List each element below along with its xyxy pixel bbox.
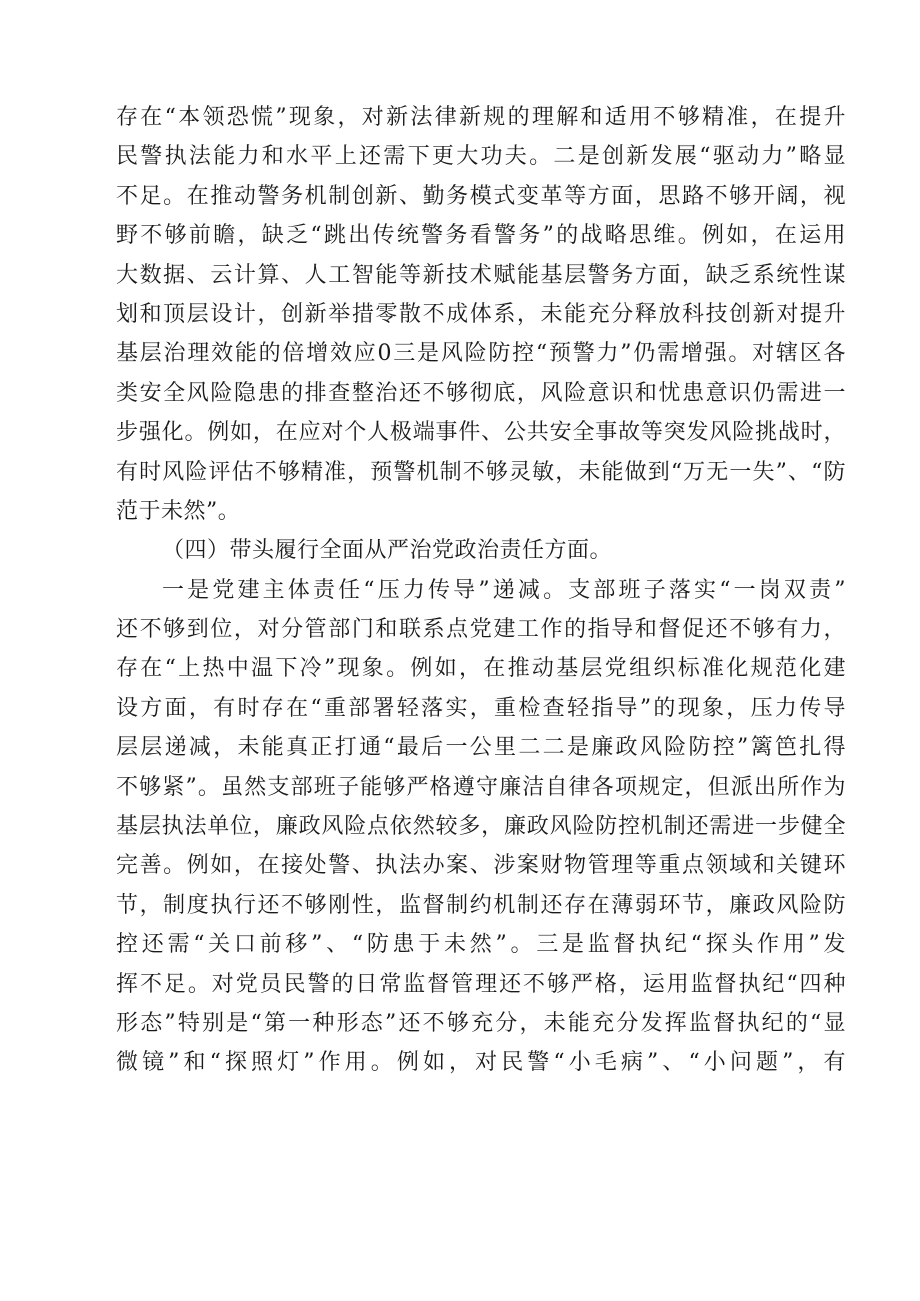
text-line: 完善。例如，在接处警、执法办案、涉案财物管理等重点领域和关键环 [116,853,846,879]
text-line: 存在“上热中温下冷”现象。例如，在推动基层党组织标准化规范化建 [116,656,846,682]
text-line: 控还需“关口前移”、“防患于未然”。三是监督执纪“探头作用”发 [116,932,846,958]
document-body [116,98,846,1083]
text-line: 大数据、云计算、人工智能等新技术赋能基层警务方面，缺乏系统性谋 [116,262,846,288]
text-line: 存在“本领恐慌”现象，对新法律新规的理解和适用不够精准，在提升 [116,105,846,130]
text-line: 微镜”和“探照灯”作用。例如，对民警“小毛病”、“小问题”，有 [116,1050,846,1076]
text-line: 基层执法单位，廉政风险点依然较多，廉政风险防控机制还需进一步健全 [116,814,846,840]
paragraph-first-line: 一是党建主体责任“压力传导”递减。支部班子落实“一岗双责” [162,577,846,603]
text-line: 设方面，有时存在“重部署轻落实，重检查轻指导”的现象，压力传导 [116,695,846,721]
text-line: 类安全风险隐患的排查整治还不够彻底，风险意识和忧患意识仍需进一 [116,380,846,406]
text-line: 不够紧”。虽然支部班子能够严格遵守廉洁自律各项规定，但派出所作为 [116,774,846,800]
text-line: 节，制度执行还不够刚性，监督制约机制还存在薄弱环节，廉政风险防 [116,892,846,918]
text-line: 挥不足。对党员民警的日常监督管理还不够严格，运用监督执纪“四种 [116,971,846,997]
text-line: 不足。在推动警务机制创新、勤务模式变革等方面，思路不够开阔，视 [116,183,846,209]
section-heading: （四）带头履行全面从严治党政治责任方面。 [162,538,613,564]
paragraph-end-line: 范于未然”。 [116,498,241,524]
text-line: 基层治理效能的倍增效应0三是风险防控“预警力”仍需增强。对辖区各 [116,341,846,367]
text-line: 野不够前瞻，缺乏“跳出传统警务看警务”的战略思维。例如，在运用 [116,223,846,249]
text-line: 还不够到位，对分管部门和联系点党建工作的指导和督促还不够有力， [116,617,846,643]
text-line: 步强化。例如，在应对个人极端事件、公共安全事故等突发风险挑战时， [116,420,846,446]
text-line: 形态”特别是“第一种形态”还不够充分，未能充分发挥监督执纪的“显 [116,1010,846,1036]
text-line: 层层递减，未能真正打通“最后一公里二二是廉政风险防控”篱笆扎得 [116,735,846,761]
text-line: 民警执法能力和水平上还需下更大功夫。二是创新发展“驱动力”略显 [116,144,846,170]
text-line: 有时风险评估不够精准，预警机制不够灵敏，未能做到“万无一失”、“防 [116,459,846,485]
text-line: 划和顶层设计，创新举措零散不成体系，未能充分释放科技创新对提升 [116,301,846,327]
